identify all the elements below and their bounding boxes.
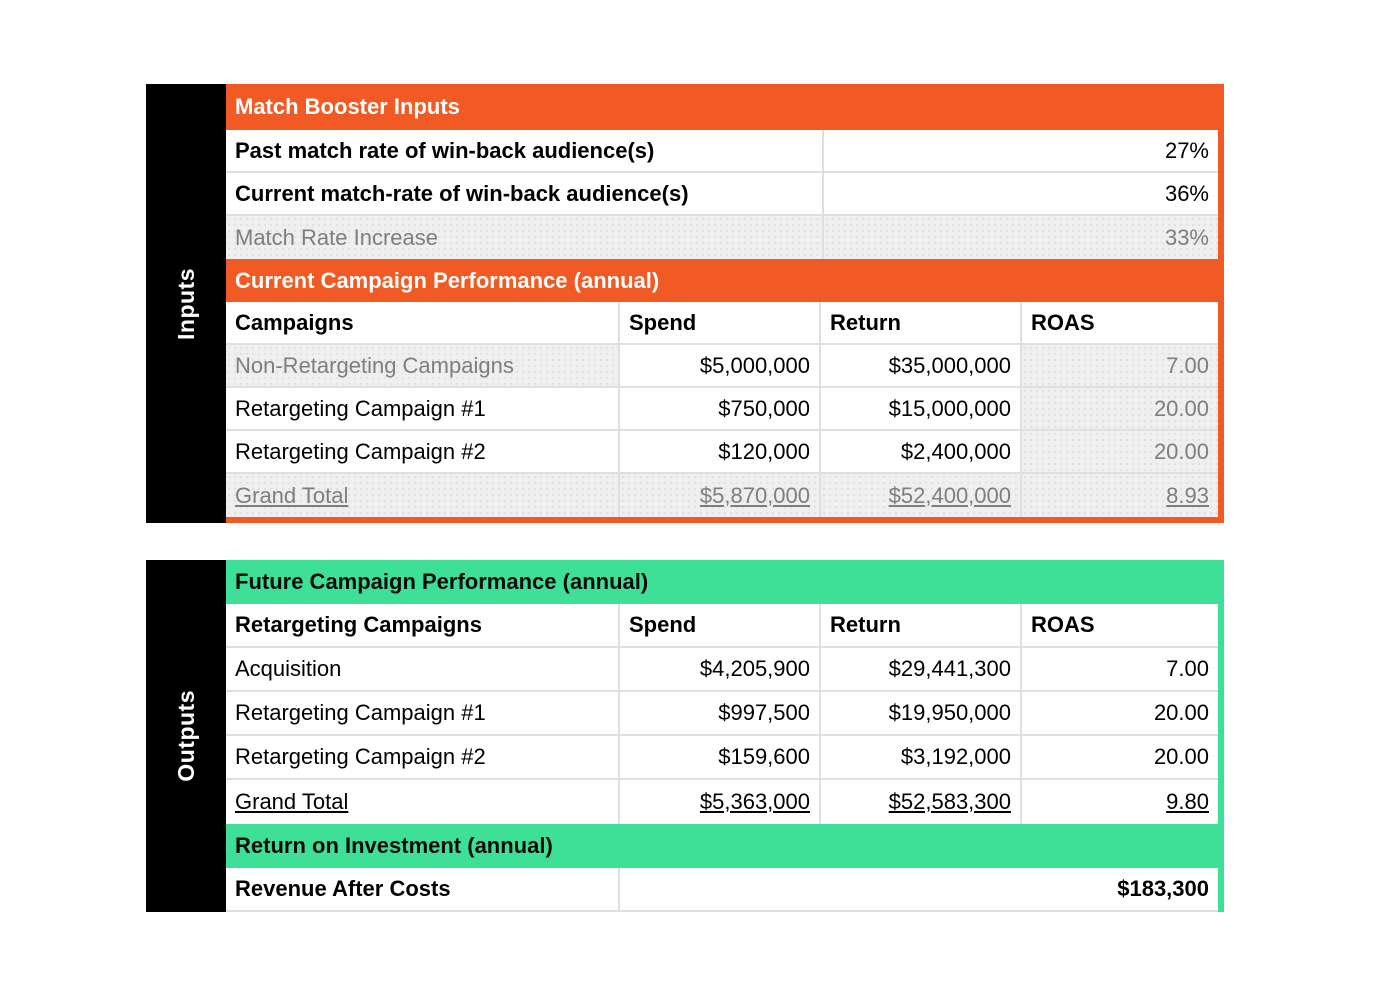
past-match-rate-row: [226, 130, 1218, 173]
grand-total-return: $52,583,300: [819, 780, 1020, 824]
grand-total-roas: 8.93: [1020, 474, 1218, 517]
campaign-name-cell: Retargeting Campaign #1: [235, 700, 486, 725]
inputs-section: [146, 84, 1224, 523]
col-header-spend: Spend: [618, 302, 819, 343]
roas-cell: 20.00: [1020, 431, 1218, 472]
table-row-non-retargeting: [226, 345, 1218, 388]
table-row-retargeting-2: [226, 431, 1218, 474]
table-row-grand-total: [226, 780, 1218, 824]
col-header-return: Return: [819, 604, 1020, 646]
spend-cell: $159,600: [618, 736, 819, 778]
spend-cell: $997,500: [618, 692, 819, 734]
inputs-sidebar: [146, 84, 226, 523]
roi-title: Return on Investment (annual): [235, 833, 553, 858]
grand-total-label: Grand Total: [235, 789, 349, 814]
table-row-retargeting-1: [226, 388, 1218, 431]
col-header-roas: ROAS: [1020, 302, 1218, 343]
table-row-retargeting-1: [226, 692, 1218, 736]
campaign-name-cell: Acquisition: [235, 656, 342, 681]
grand-total-roas: 9.80: [1020, 780, 1218, 824]
current-performance-header: [226, 259, 1218, 302]
return-cell[interactable]: $2,400,000: [819, 431, 1020, 472]
grand-total-spend: $5,870,000: [618, 474, 819, 517]
grand-total-spend: $5,363,000: [618, 780, 819, 824]
outputs-sidebar: [146, 560, 226, 912]
roas-cell: 20.00: [1020, 692, 1218, 734]
col-header-roas: ROAS: [1020, 604, 1218, 646]
spend-cell[interactable]: $120,000: [618, 431, 819, 472]
match-rate-increase-value: 33%: [822, 216, 1218, 259]
inputs-table: [226, 84, 1224, 523]
revenue-after-costs-row: [226, 868, 1218, 912]
campaign-name-cell: Retargeting Campaign #2: [235, 744, 486, 769]
past-match-rate-label: Past match rate of win-back audience(s): [235, 137, 655, 163]
future-performance-header: [226, 560, 1218, 604]
current-match-rate-value[interactable]: 36%: [822, 173, 1218, 214]
current-match-rate-label: Current match-rate of win-back audience(s): [235, 180, 689, 206]
col-header-return: Return: [819, 302, 1020, 343]
grand-total-label: Grand Total: [226, 474, 618, 517]
grand-total-return: $52,400,000: [819, 474, 1020, 517]
match-rate-increase-label: Match Rate Increase: [226, 216, 822, 259]
spend-cell: $4,205,900: [618, 648, 819, 690]
revenue-after-costs-value: $183,300: [618, 868, 1218, 910]
roas-cell: 20.00: [1020, 736, 1218, 778]
outputs-section: [146, 560, 1224, 912]
col-header-spend: Spend: [618, 604, 819, 646]
outputs-column-header-row: [226, 604, 1218, 648]
roas-cell: 7.00: [1020, 345, 1218, 386]
return-cell: $19,950,000: [819, 692, 1020, 734]
campaign-name-cell: Retargeting Campaign #2: [235, 438, 486, 464]
current-performance-title: Current Campaign Performance (annual): [235, 267, 660, 293]
past-match-rate-value[interactable]: 27%: [822, 130, 1218, 171]
roi-header: [226, 824, 1218, 868]
col-header-campaigns: Campaigns: [235, 309, 354, 335]
outputs-sidebar-label: Outputs: [172, 690, 199, 782]
match-booster-title: Match Booster Inputs: [235, 94, 460, 119]
col-header-retargeting-campaigns: Retargeting Campaigns: [235, 612, 482, 637]
match-booster-header: [226, 84, 1218, 130]
roas-cell: 7.00: [1020, 648, 1218, 690]
match-rate-increase-row: [226, 216, 1218, 259]
return-cell: $29,441,300: [819, 648, 1020, 690]
campaign-name-cell: Non-Retargeting Campaigns: [226, 345, 618, 386]
return-cell: $3,192,000: [819, 736, 1020, 778]
campaign-name-cell: Retargeting Campaign #1: [235, 395, 486, 421]
table-row-grand-total: [226, 474, 1218, 517]
current-match-rate-row: [226, 173, 1218, 216]
spend-cell[interactable]: $5,000,000: [618, 345, 819, 386]
table-row-acquisition: [226, 648, 1218, 692]
spend-cell[interactable]: $750,000: [618, 388, 819, 429]
return-cell[interactable]: $15,000,000: [819, 388, 1020, 429]
return-cell[interactable]: $35,000,000: [819, 345, 1020, 386]
inputs-column-header-row: [226, 302, 1218, 345]
table-row-retargeting-2: [226, 736, 1218, 780]
outputs-table: [226, 560, 1224, 912]
revenue-after-costs-label: Revenue After Costs: [235, 876, 451, 901]
future-performance-title: Future Campaign Performance (annual): [235, 569, 649, 594]
inputs-bottom-border: [226, 517, 1218, 523]
inputs-sidebar-label: Inputs: [172, 267, 199, 340]
roas-cell: 20.00: [1020, 388, 1218, 429]
